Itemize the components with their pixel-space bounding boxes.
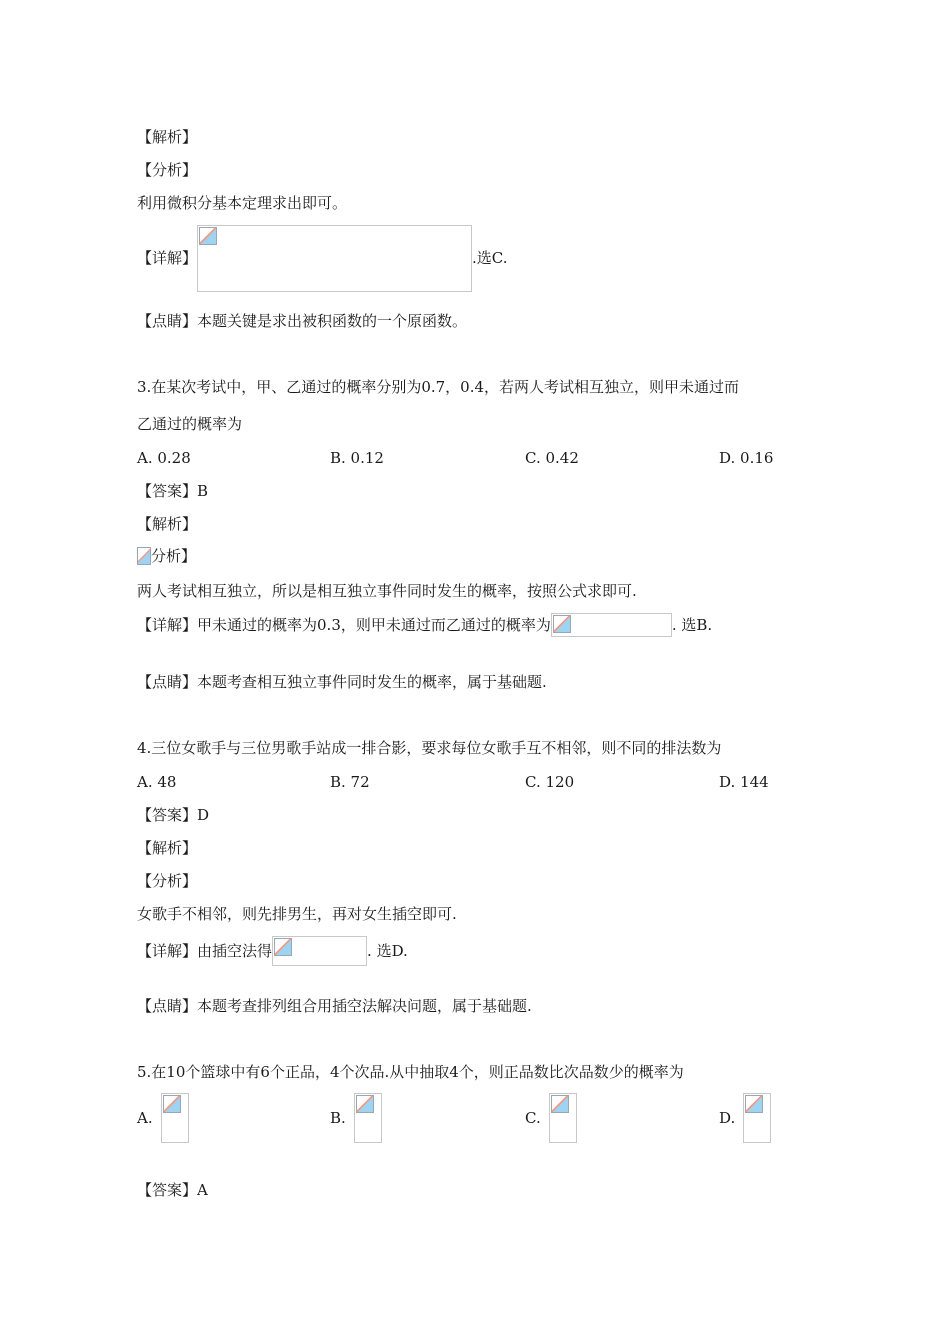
q4-fenxi-heading: 【分析】 [137, 872, 198, 890]
q4-option-a: A. 48 [137, 773, 177, 791]
q5-option-c [525, 1093, 577, 1143]
detail-tag: 【详解】 [137, 616, 198, 634]
q4-stem: 4.三位女歌手与三位男歌手站成一排合影，要求每位女歌手互不相邻，则不同的排法数为 [137, 739, 722, 757]
detail-tag: 【详解】 [137, 249, 198, 267]
q5-option-d [719, 1093, 771, 1143]
fenxi-heading: 【分析】 [137, 161, 198, 179]
q3-analysis-heading: 【解析】 [137, 515, 198, 533]
q3-comment-text: 本题考查相互独立事件同时发生的概率，属于基础题. [197, 673, 547, 691]
broken-image-icon [199, 227, 217, 245]
q2-analysis-text: 利用微积分基本定理求出即可。 [137, 194, 348, 212]
q5-option-b [330, 1093, 382, 1143]
q3-option-c: C. 0.42 [525, 449, 579, 467]
q5-option-a-label: A. [137, 1109, 153, 1127]
q3-stem-line1: 3.在某次考试中，甲、乙通过的概率分别为0.7，0.4，若两人考试相互独立，则甲未通过而 [137, 378, 740, 396]
analysis-heading: 【解析】 [137, 128, 198, 146]
q4-analysis-heading: 【解析】 [137, 839, 198, 857]
q3-fenxi-heading: 分析】 [151, 547, 197, 565]
q4-detail-prefix: 由插空法得 [197, 942, 273, 960]
comment-tag: 【点睛】 [137, 312, 198, 330]
q3-option-b: B. 0.12 [330, 449, 384, 467]
broken-image-formula [161, 1093, 189, 1143]
detail-tag: 【详解】 [137, 942, 198, 960]
comment-tag: 【点睛】 [137, 997, 198, 1015]
q3-detail-line [137, 610, 712, 640]
broken-image-icon [137, 547, 151, 565]
broken-image-formula [549, 1093, 577, 1143]
q3-answer: B [197, 482, 209, 500]
q3-option-d: D. 0.16 [719, 449, 774, 467]
comment-tag: 【点睛】 [137, 673, 198, 691]
q3-detail-suffix: . 选B. [671, 616, 713, 634]
broken-image-icon [745, 1095, 763, 1113]
q3-fenxi-line [137, 545, 196, 567]
q3-comment-line [137, 671, 547, 693]
q3-answer-line [137, 480, 208, 502]
q4-comment-text: 本题考查排列组合用插空法解决问题，属于基础题. [197, 997, 532, 1015]
broken-image-icon [551, 1095, 569, 1113]
q4-option-d: D. 144 [719, 773, 769, 791]
q4-detail-line [137, 935, 408, 967]
answer-tag: 【答案】 [137, 806, 198, 824]
broken-image-formula [197, 225, 472, 292]
q3-analysis-text: 两人考试相互独立，所以是相互独立事件同时发生的概率，按照公式求即可. [137, 582, 637, 600]
q4-comment-line [137, 995, 532, 1017]
broken-image-formula [272, 936, 367, 966]
answer-tag: 【答案】 [137, 1181, 198, 1199]
q2-comment-text: 本题关键是求出被积函数的一个原函数。 [197, 312, 468, 330]
q5-answer: A [197, 1181, 208, 1199]
q5-option-d-label: D. [719, 1109, 736, 1127]
q2-comment-line [137, 310, 467, 332]
q2-detail-suffix: .选C. [472, 249, 508, 267]
q4-analysis-text: 女歌手不相邻，则先排男生，再对女生插空即可. [137, 905, 457, 923]
q5-option-c-label: C. [525, 1109, 541, 1127]
q4-detail-suffix: . 选D. [367, 942, 408, 960]
q4-option-b: B. 72 [330, 773, 370, 791]
q2-detail-line [137, 224, 508, 292]
answer-tag: 【答案】 [137, 482, 198, 500]
q4-option-c: C. 120 [525, 773, 575, 791]
broken-image-icon [356, 1095, 374, 1113]
broken-image-formula [354, 1093, 382, 1143]
broken-image-formula [551, 613, 672, 637]
q3-stem-line2: 乙通过的概率为 [137, 415, 243, 433]
q5-answer-line [137, 1179, 208, 1201]
q3-option-a: A. 0.28 [137, 449, 191, 467]
broken-image-formula [743, 1093, 771, 1143]
q5-option-a [137, 1093, 189, 1143]
q5-stem: 5.在10个篮球中有6个正品，4个次品.从中抽取4个，则正品数比次品数少的概率为 [137, 1063, 684, 1081]
q3-detail-prefix: 甲未通过的概率为0.3，则甲未通过而乙通过的概率为 [197, 616, 551, 634]
broken-image-icon [163, 1095, 181, 1113]
broken-image-icon [274, 938, 292, 956]
broken-image-icon [553, 615, 571, 633]
q5-option-b-label: B. [330, 1109, 346, 1127]
q4-answer: D [197, 806, 210, 824]
q4-answer-line [137, 804, 209, 826]
